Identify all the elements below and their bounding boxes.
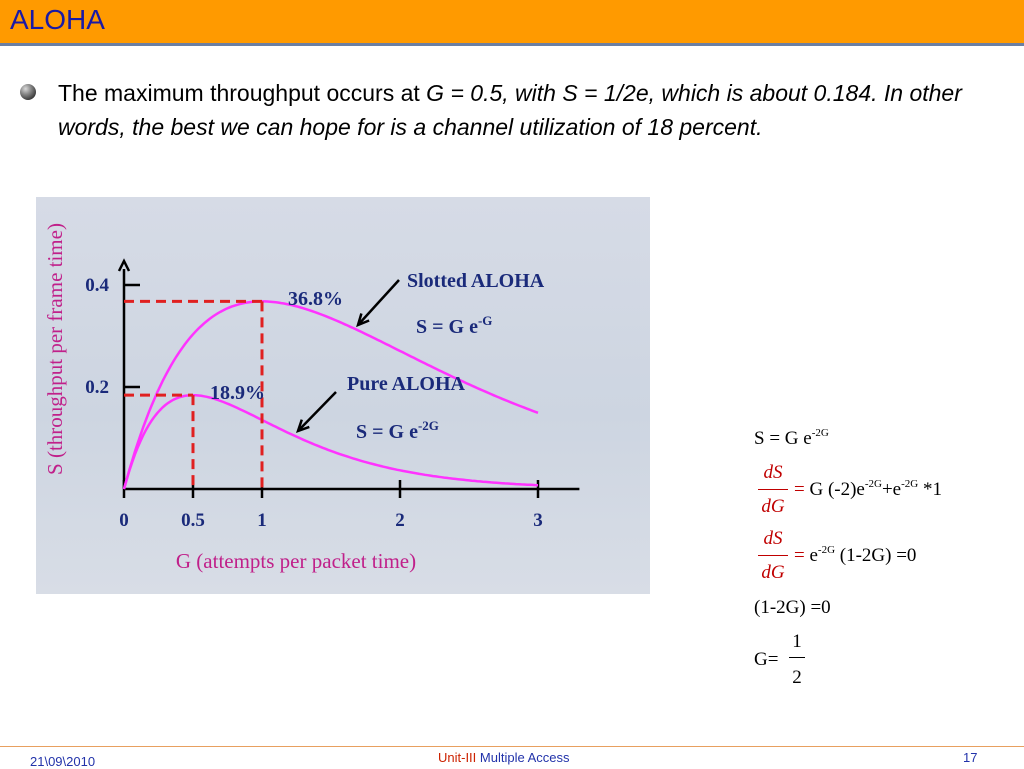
pure-name-label: Pure ALOHA (347, 373, 465, 395)
eq5-num: 1 (792, 631, 802, 652)
eq2-b: +e (881, 479, 902, 500)
frac3-num: dS (763, 528, 783, 549)
eq2-exp1: -2G (864, 478, 882, 490)
eq2-a: G (-2)e (809, 479, 865, 500)
slotted-formula: S = G $e^{-G}$ (416, 313, 493, 338)
eq3-equals: = (794, 545, 805, 566)
slide-title: ALOHA (10, 4, 105, 35)
eq5-den: 2 (792, 667, 802, 688)
pure-formula: S = G $e^{-2G}$ (356, 418, 439, 443)
y-tick-label-0: 0.2 (85, 377, 109, 398)
frac2-den: dG (761, 496, 785, 517)
eq5-line (789, 657, 805, 658)
x-tick-label-4: 3 (533, 510, 543, 531)
y-tick-label-1: 0.4 (85, 275, 109, 296)
eq-line-3 (794, 544, 916, 567)
x-tick-label-3: 2 (395, 510, 405, 531)
aloha-chart (36, 197, 650, 594)
bullet-icon (20, 84, 36, 100)
bullet-plain: The maximum throughput occurs at (58, 80, 427, 106)
bullet-italic: G = 0.5, with S = 1/2e, which is about 0.184. In other words, the best we can hope for is a channel utilization of 18 percent. (58, 80, 962, 140)
frac3-line (758, 555, 788, 556)
eq1-base: S = G e (754, 428, 812, 449)
title-bar (0, 0, 1024, 46)
eq3-exp: -2G (817, 544, 836, 556)
frac3-den: dG (761, 562, 785, 583)
footer-center (438, 750, 570, 765)
footer-divider (0, 746, 1024, 747)
eq2-c: *1 (918, 479, 942, 500)
footer-page: 17 (963, 750, 978, 765)
eq3-b: (1-2G) =0 (835, 545, 917, 566)
slotted-peak-label: 36.8% (288, 288, 343, 310)
slotted-arrow-shaft (358, 280, 399, 325)
footer-topic: Multiple Access (476, 750, 570, 765)
footer-unit: Unit-III (438, 750, 477, 765)
pure-arrow-shaft (298, 392, 336, 431)
eq-line-5: G= (754, 649, 779, 670)
eq-line-2 (794, 478, 942, 501)
frac2-num: dS (763, 462, 783, 483)
eq3-a: e (809, 545, 818, 566)
bullet-text (58, 76, 1008, 144)
x-tick-label-2: 1 (257, 510, 267, 531)
footer-date: 21\09\2010 (30, 754, 96, 769)
eq1-exp: -2G (811, 427, 829, 439)
frac2-line (758, 489, 788, 490)
eq2-exp2: -2G (901, 478, 919, 490)
eq-line-4: (1-2G) =0 (754, 597, 831, 618)
chart-svg (36, 197, 650, 594)
eq2-equals: = (794, 479, 805, 500)
eq-line-1 (754, 427, 829, 450)
x-axis-label: G (attempts per packet time) (175, 549, 417, 573)
x-tick-label-1: 0.5 (181, 510, 205, 531)
pure-aloha-curve (124, 395, 538, 489)
y-axis-label: S (throughput per frame time) (43, 223, 67, 475)
slotted-name-label: Slotted ALOHA (407, 270, 545, 292)
pure-peak-label: 18.9% (210, 382, 265, 404)
x-tick-label-0: 0 (119, 510, 129, 531)
